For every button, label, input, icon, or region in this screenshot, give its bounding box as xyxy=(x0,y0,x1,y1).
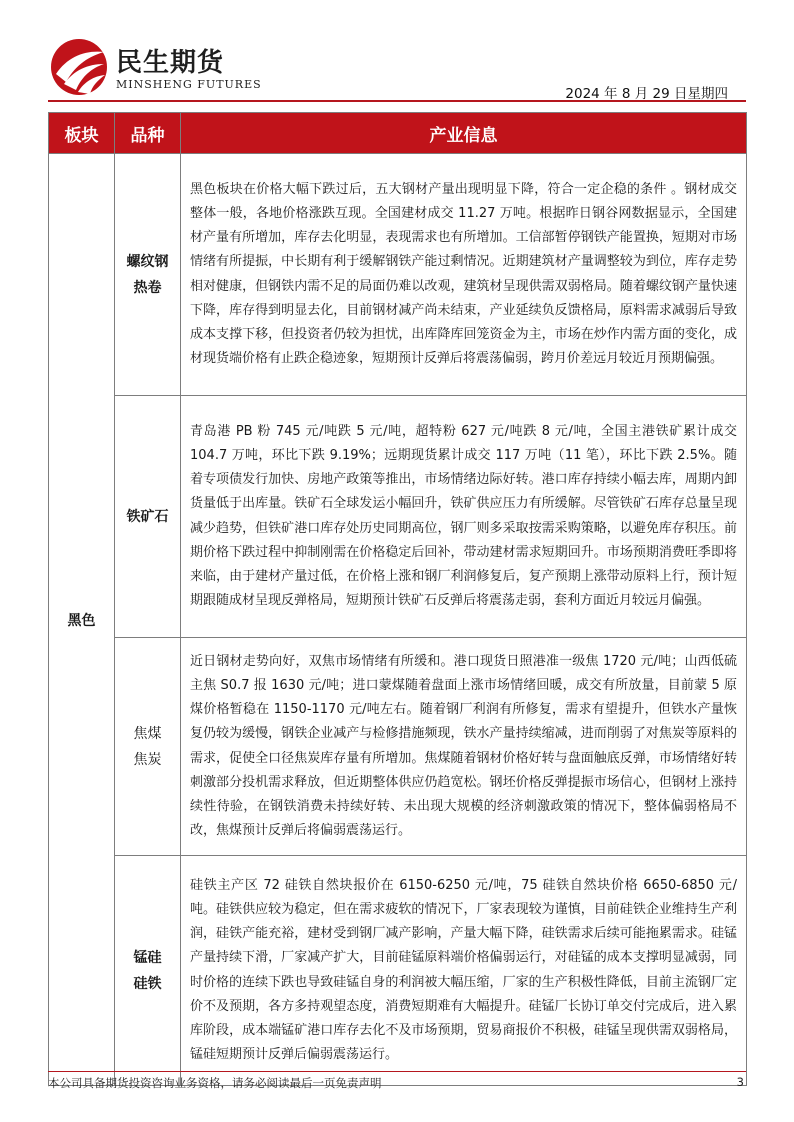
info-cell: 硅铁主产区 72 硅铁自然块报价在 6150-6250 元/吨，75 硅铁自然块价格 6650-6850 元/吨。硅铁供应较为稳定，但在需求疲软的情况下，厂家表现较为谨慎，目前硅铁企业维持生产利润，硅铁产能充裕，建材受到钢厂减产影响，产量大幅下降，硅铁需求后续可能拖累需求。硅锰产量持续下滑，厂家减产扩大，目前硅锰原料端价格偏弱运行，对硅锰的成本支撑明显减弱，同时价格的连续下跌也导致硅锰自身的利润被大幅压缩，厂家的生产积极性降低，目前主流钢厂定价不及预期，各方多持观望态度，消费短期难有大幅提升。硅锰厂长协订单交付完成后，进入累库阶段，成本端锰矿港口库存去化不及市场预期，贸易商报价不积极，硅锰呈现供需双弱格局，锰硅短期预计反弹后偏弱震荡运行。 xyxy=(181,856,747,1086)
info-cell: 黑色板块在价格大幅下跌过后，五大钢材产量出现明显下降，符合一定企稳的条件 。钢材成交整体一般，各地价格涨跌互现。全国建材成交 11.27 万吨。根据昨日钢谷网数据显示，全国建材产量有所增加，库存去化明显，表现需求也有所增加。工信部暂停钢铁产能置换，短期对市场情绪有所提振，中长期有利于缓解钢铁产能过剩情况。近期建筑材产量调整较为到位，库存走势相对健康，但钢铁内需不足的局面仍难以改观，建筑材呈现供需双弱格局。随着螺纹钢产量快速下降，库存得到明显去化，目前钢材减产尚未结束，产业延续负反馈格局，原料需求减弱后导致成本支撑下移，但投资者仍较为担忧，出库降库回笼资金为主，市场在炒作内需方面的变化，成材现货端价格有止跌企稳迹象，短期预计反弹后将震荡偏弱，跨月价差远月较近月预期偏强。 xyxy=(181,154,747,396)
page-number: 3 xyxy=(736,1075,744,1089)
info-cell: 近日钢材走势向好，双焦市场情绪有所缓和。港口现货日照港准一级焦 1720 元/吨；山西低硫主焦 S0.7 报 1630 元/吨；进口蒙煤随着盘面上涨市场情绪回暖，成交有所放量，目前蒙 5 原煤价格暂稳在 1150-1170 元/吨左右。随着钢厂利润有所修复，需求有望提升，但铁水产量恢复仍较为缓慢，钢铁企业减产与检修措施频现，铁水产量持续缩减，进而削弱了对焦炭等原料的需求，促使全口径焦炭库存量有所增加。焦煤随着钢材价格好转与盘面触底反弹，市场情绪好转刺激部分投机需求释放，但近期整体供应仍趋宽松。钢坯价格反弹提振市场信心，但钢材上涨持续性待验，在钢铁消费未持续好转、未出现大规模的经济刺激政策的情况下，整体偏弱格局不改，焦煤预计反弹后将偏弱震荡运行。 xyxy=(181,638,747,856)
table-row xyxy=(49,396,747,638)
variety-label: 螺纹钢 xyxy=(126,253,169,270)
table-row xyxy=(49,154,747,396)
minsheng-logo-icon xyxy=(50,38,108,96)
variety-label: 硅铁 xyxy=(133,975,162,992)
header-divider xyxy=(48,100,746,102)
info-cell: 青岛港 PB 粉 745 元/吨跌 5 元/吨，超特粉 627 元/吨跌 8 元/吨，全国主港铁矿累计成交 104.7 万吨，环比下跌 9.19%；远期现货累计成交 117 万吨（11 笔），环比下跌 2.5%。随着专项债发行加快、房地产政策等推出，市场情绪边际好转。港口库存持续小幅去库，周期内卸货量低于出库量。铁矿石全球发运小幅回升，铁矿供应压力有所缓解。尽管铁矿石库存总量呈现减少趋势，但铁矿港口库存处历史同期高位，钢厂则多采取按需采购策略，以避免库存积压。前期价格下跌过程中抑制刚需在价格稳定后回补，带动建材需求短期回升。市场预期消费旺季即将来临，由于建材产量过低，在价格上涨和钢厂利润修复后，复产预期上涨带动原料上行，预计短期跟随成材呈现反弹格局，短期预计铁矿石反弹后将震荡走弱，套利方面近月较远月偏强。 xyxy=(181,396,747,638)
column-header-info: 产业信息 xyxy=(181,113,747,154)
table-header-row xyxy=(49,113,747,154)
column-header-variety: 品种 xyxy=(115,113,181,154)
variety-label: 铁矿石 xyxy=(126,508,169,525)
industry-info-table xyxy=(48,112,747,1086)
table-row xyxy=(49,638,747,856)
footer-disclaimer: 本公司具备期货投资咨询业务资格，请务必阅读最后一页免责声明 xyxy=(48,1076,382,1090)
brand-name-en: MINSHENG FUTURES xyxy=(116,78,262,91)
footer-divider xyxy=(48,1071,746,1072)
variety-cell xyxy=(115,638,181,856)
column-header-sector: 板块 xyxy=(49,113,115,154)
variety-cell xyxy=(115,154,181,396)
sector-cell: 黑色 xyxy=(49,154,115,1086)
report-date: 2024 年 8 月 29 日星期四 xyxy=(565,86,728,102)
table-row xyxy=(49,856,747,1086)
variety-label: 焦煤 xyxy=(133,725,162,742)
page-header xyxy=(48,38,746,100)
variety-label: 焦炭 xyxy=(133,751,162,768)
variety-label: 锰硅 xyxy=(133,949,162,966)
variety-cell xyxy=(115,396,181,638)
variety-label: 热卷 xyxy=(133,279,162,296)
brand-name: 民生期货 xyxy=(116,48,225,78)
variety-cell xyxy=(115,856,181,1086)
